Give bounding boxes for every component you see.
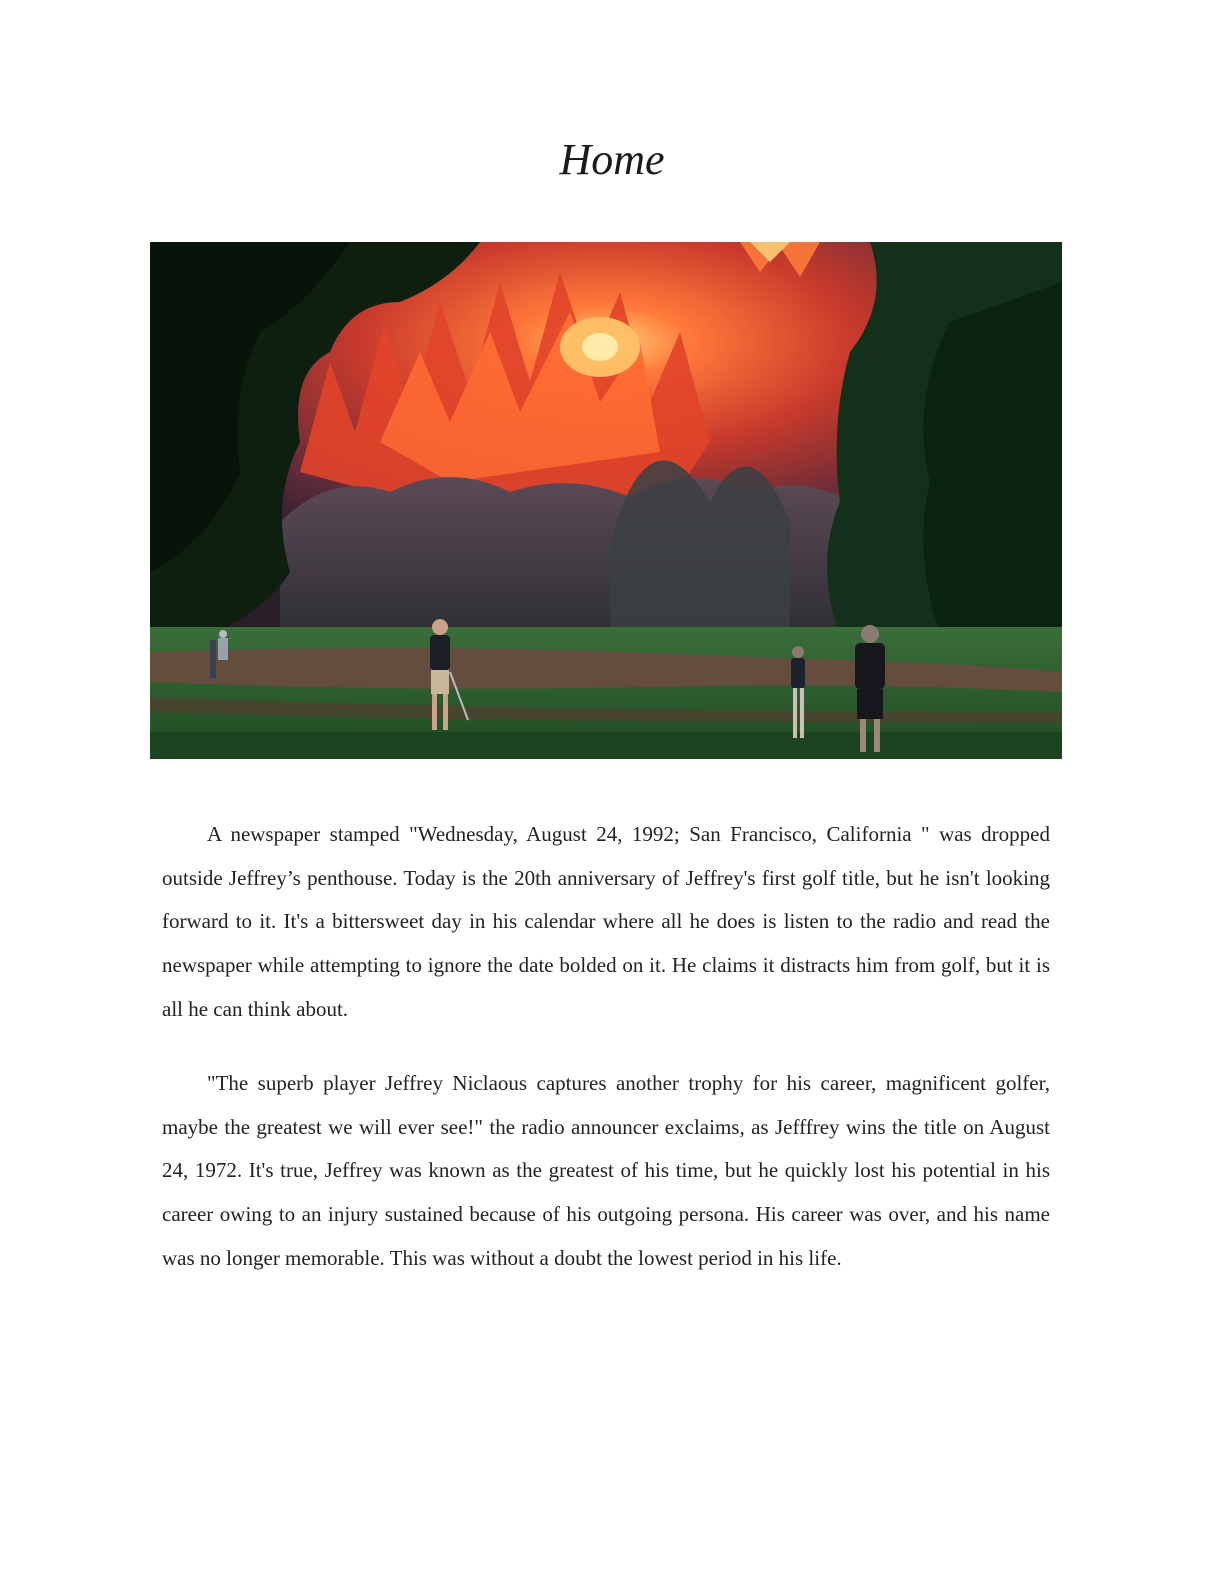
paragraph-2: "The superb player Jeffrey Niclaous captures another trophy for his career, magnificent golfer, maybe the greatest we will ever see!" the radio announcer exclaims, as Jefffrey wins the title on August 24, 1972. It's true, Jeffrey was known as the greatest of his time, but he quickly lost his potential in his career owing to an injury sustained because of his outgoing persona. His career was over, and his name was no longer memorable. This was without a doubt the lowest period in his life.: [162, 1071, 1050, 1270]
paragraph-1: A newspaper stamped "Wednesday, August 24, 1992; San Francisco, California " was dropped outside Jeffrey’s penthouse. Today is the 20th anniversary of Jeffrey's first golf title, but he isn't looking forward to it. It's a bittersweet day in his calendar where all he does is listen to the radio and read the newspaper while attempting to ignore the date bolded on it. He claims it distracts him from golf, but it is all he can think about.: [162, 822, 1050, 1021]
wildfire-golf-course-photo: [150, 242, 1062, 759]
page-title: Home: [559, 135, 665, 184]
